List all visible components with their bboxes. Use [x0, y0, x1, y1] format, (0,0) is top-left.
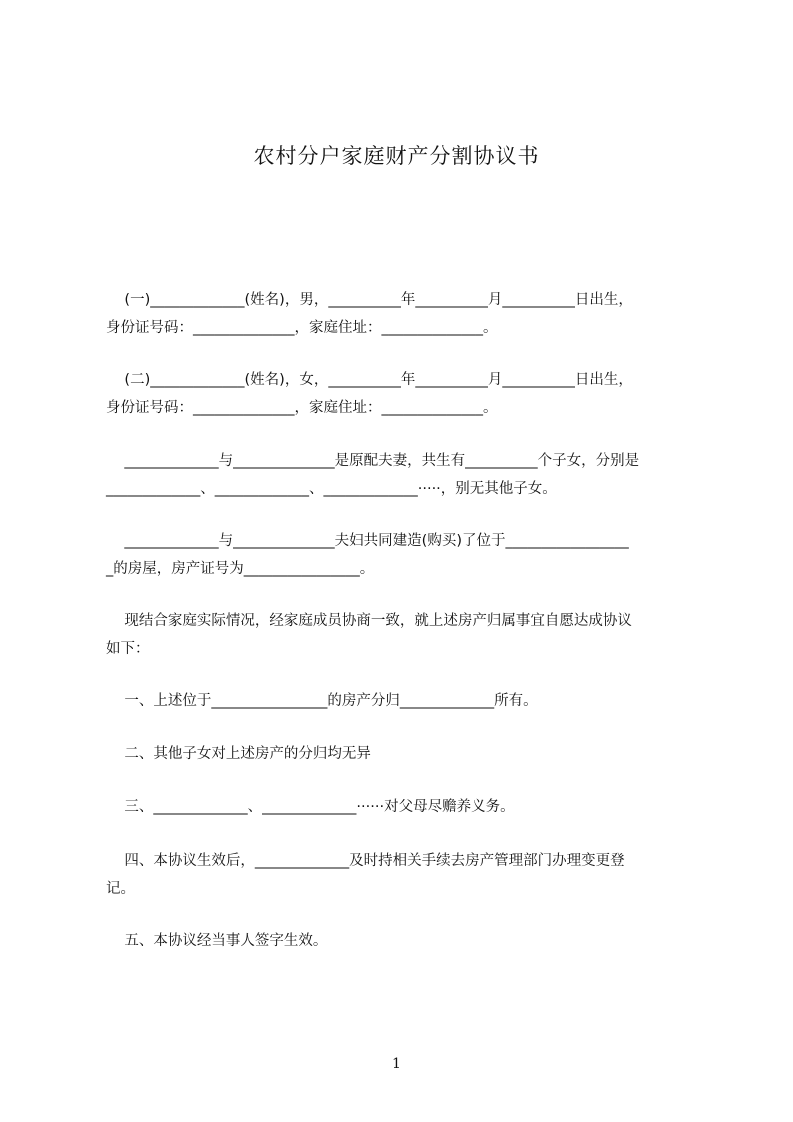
clause-five: 五、本协议经当事人签字生效。: [106, 933, 328, 949]
agreement-intro-line-2: 如下：: [106, 641, 150, 657]
party-one-line-2: 身份证号码：______________，家庭住址：______________。: [106, 320, 498, 336]
page-number: 1: [392, 1056, 401, 1072]
clause-three: 三、_____________、_____________······对父母尽赡养义务。: [106, 799, 515, 815]
document-title: 农村分户家庭财产分割协议书: [253, 144, 540, 168]
property-line-1: _____________与______________夫妇共同建造(购买)了位于_________________: [106, 533, 629, 549]
spouses-line-2: _____________、_____________、_____________·····，别无其他子女。: [106, 481, 557, 497]
clause-four-line-2: 记。: [106, 881, 135, 897]
clause-two: 二、其他子女对上述房产的分归均无异: [106, 746, 371, 762]
spouses-line-1: _____________与______________是原配夫妻，共生有__________个子女，分别是: [106, 453, 640, 469]
property-line-2: _的房屋，房产证号为________________。: [106, 561, 375, 577]
clause-four-line-1: 四、本协议生效后，_____________及时持相关手续去房产管理部门办理变更登: [106, 853, 625, 869]
party-one-line-1: (一)_____________(姓名)，男，__________年__________月__________日出生，: [106, 292, 633, 308]
party-two-line-1: (二)_____________(姓名)，女，__________年__________月__________日出生，: [106, 372, 633, 388]
clause-one: 一、上述位于________________的房产分归_____________所有。: [106, 693, 538, 709]
agreement-intro-line-1: 现结合家庭实际情况，经家庭成员协商一致，就上述房产归属事宜自愿达成协议: [106, 613, 632, 629]
party-two-line-2: 身份证号码：______________，家庭住址：______________。: [106, 400, 498, 416]
